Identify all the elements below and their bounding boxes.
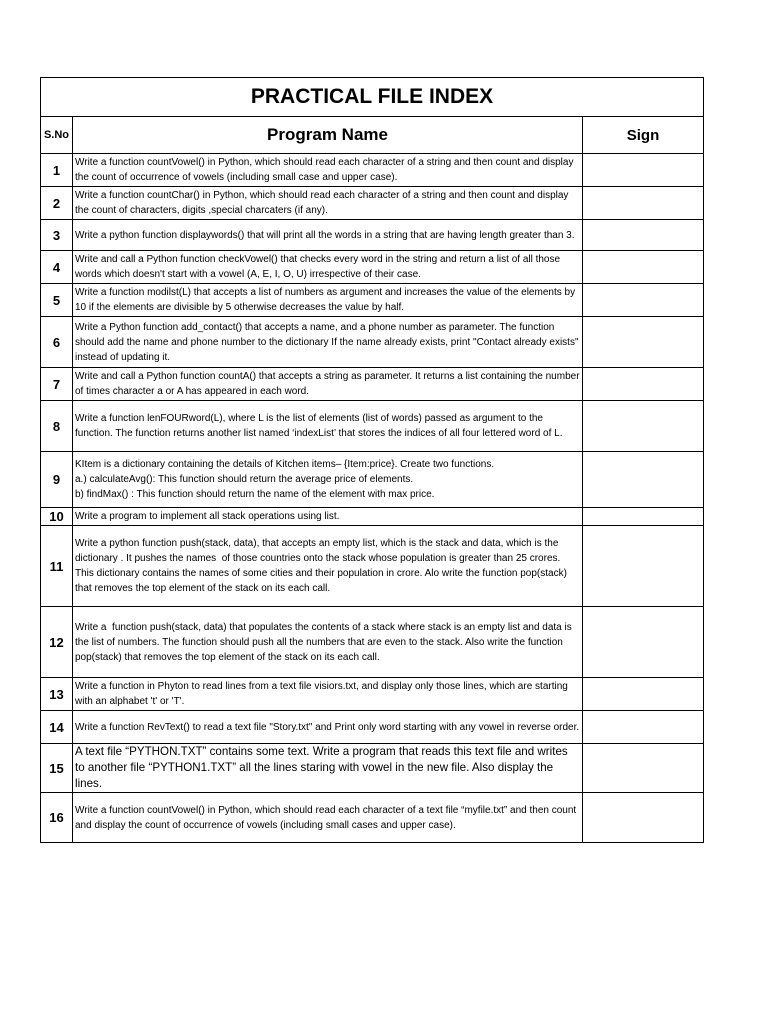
sign-cell [583,508,704,526]
sign-cell [583,220,704,251]
sign-cell [583,284,704,317]
serial-number: 7 [41,368,73,401]
serial-number: 10 [41,508,73,526]
sno-column-header: S.No [41,117,73,154]
table-row [41,154,704,187]
table-row [41,793,704,843]
sign-cell [583,526,704,607]
serial-number: 9 [41,452,73,508]
sign-cell [583,317,704,368]
sign-cell [583,744,704,793]
program-description: Write a function push(stack, data) that populates the contents of a stack where stack is an empty list and data is the list of numbers. The function should push all the numbers that are even to the stack. Also write the function pop(stack) that removes the top element of the stack on its each call. [73,607,583,678]
program-description: Write a function modilst(L) that accepts a list of numbers as argument and increases the value of the elements by 10 if the elements are divisible by 5 otherwise decreases the value by half. [73,284,583,317]
program-description: Write a function lenFOURword(L), where L is the list of elements (list of words) passed as argument to the function. The function returns another list named ‘indexList’ that stores the indices of all four lettered word of L. [73,401,583,452]
program-description: KItem is a dictionary containing the details of Kitchen items– {Item:price}. Create two functions. a.) calculateAvg(): This function should return the average price of elements. b) findMax() : This function should return the name of the element with max price. [73,452,583,508]
table-row [41,284,704,317]
serial-number: 3 [41,220,73,251]
program-description: Write and call a Python function checkVowel() that checks every word in the string and return a list of all those words which doesn't start with a vowel (A, E, I, O, U) irrespective of their case. [73,251,583,284]
serial-number: 11 [41,526,73,607]
sign-cell [583,793,704,843]
program-description: Write a function in Phyton to read lines from a text file visiors.txt, and display only those lines, which are starting with an alphabet 't' or 'T'. [73,678,583,711]
sign-column-header: Sign [583,117,704,154]
table-row [41,401,704,452]
table-row [41,678,704,711]
program-description: Write a python function push(stack, data), that accepts an empty list, which is the stack and data, which is the dictionary . It pushes the names of those countries onto the stack whose population is greater than 25 crores. This dictionary contains the names of some cities and their population in crore. Alo write the function pop(stack) that removes the top element of the stack on its each call. [73,526,583,607]
header-row [41,117,704,154]
table-row [41,220,704,251]
serial-number: 8 [41,401,73,452]
sign-cell [583,678,704,711]
program-description: Write a function RevText() to read a text file "Story.txt" and Print only word starting with any vowel in reverse order. [73,711,583,744]
title-row [41,78,704,117]
program-description: Write a function countChar() in Python, which should read each character of a string and then count and display the count of characters, digits ,special charcaters (if any). [73,187,583,220]
sign-cell [583,187,704,220]
table-row [41,368,704,401]
table-row [41,744,704,793]
sign-cell [583,711,704,744]
table-row [41,317,704,368]
table-row [41,607,704,678]
sign-cell [583,368,704,401]
serial-number: 15 [41,744,73,793]
sign-cell [583,401,704,452]
sign-cell [583,251,704,284]
program-description: Write a function countVowel() in Python, which should read each character of a string and then count and display the count of occurrence of vowels (including small case and upper case). [73,154,583,187]
serial-number: 12 [41,607,73,678]
serial-number: 14 [41,711,73,744]
table-row [41,526,704,607]
table-row [41,711,704,744]
table-row [41,187,704,220]
page-title: PRACTICAL FILE INDEX [41,78,704,117]
serial-number: 5 [41,284,73,317]
program-description: Write a program to implement all stack operations using list. [73,508,583,526]
table-row [41,251,704,284]
table-row [41,508,704,526]
program-description: Write a python function displaywords() that will print all the words in a string that are having length greater than 3. [73,220,583,251]
sign-cell [583,607,704,678]
program-description: Write a function countVowel() in Python, which should read each character of a text file “myfile.txt” and then count and display the count of occurrence of vowels (including small cases and upper case). [73,793,583,843]
serial-number: 2 [41,187,73,220]
program-description: A text file “PYTHON.TXT” contains some text. Write a program that reads this text file and writes to another file “PYTHON1.TXT” all the lines staring with vowel in the new file. Also display the lines. [73,744,583,793]
serial-number: 4 [41,251,73,284]
serial-number: 6 [41,317,73,368]
serial-number: 16 [41,793,73,843]
sign-cell [583,452,704,508]
serial-number: 1 [41,154,73,187]
table-row [41,452,704,508]
program-name-column-header: Program Name [73,117,583,154]
sign-cell [583,154,704,187]
program-description: Write a Python function add_contact() that accepts a name, and a phone number as parameter. The function should add the name and phone number to the dictionary If the name already exists, print "Contact already exists" instead of updating it. [73,317,583,368]
program-description: Write and call a Python function countA() that accepts a string as parameter. It returns a list containing the number of times character a or A has appeared in each word. [73,368,583,401]
serial-number: 13 [41,678,73,711]
practical-index-table [40,77,704,843]
